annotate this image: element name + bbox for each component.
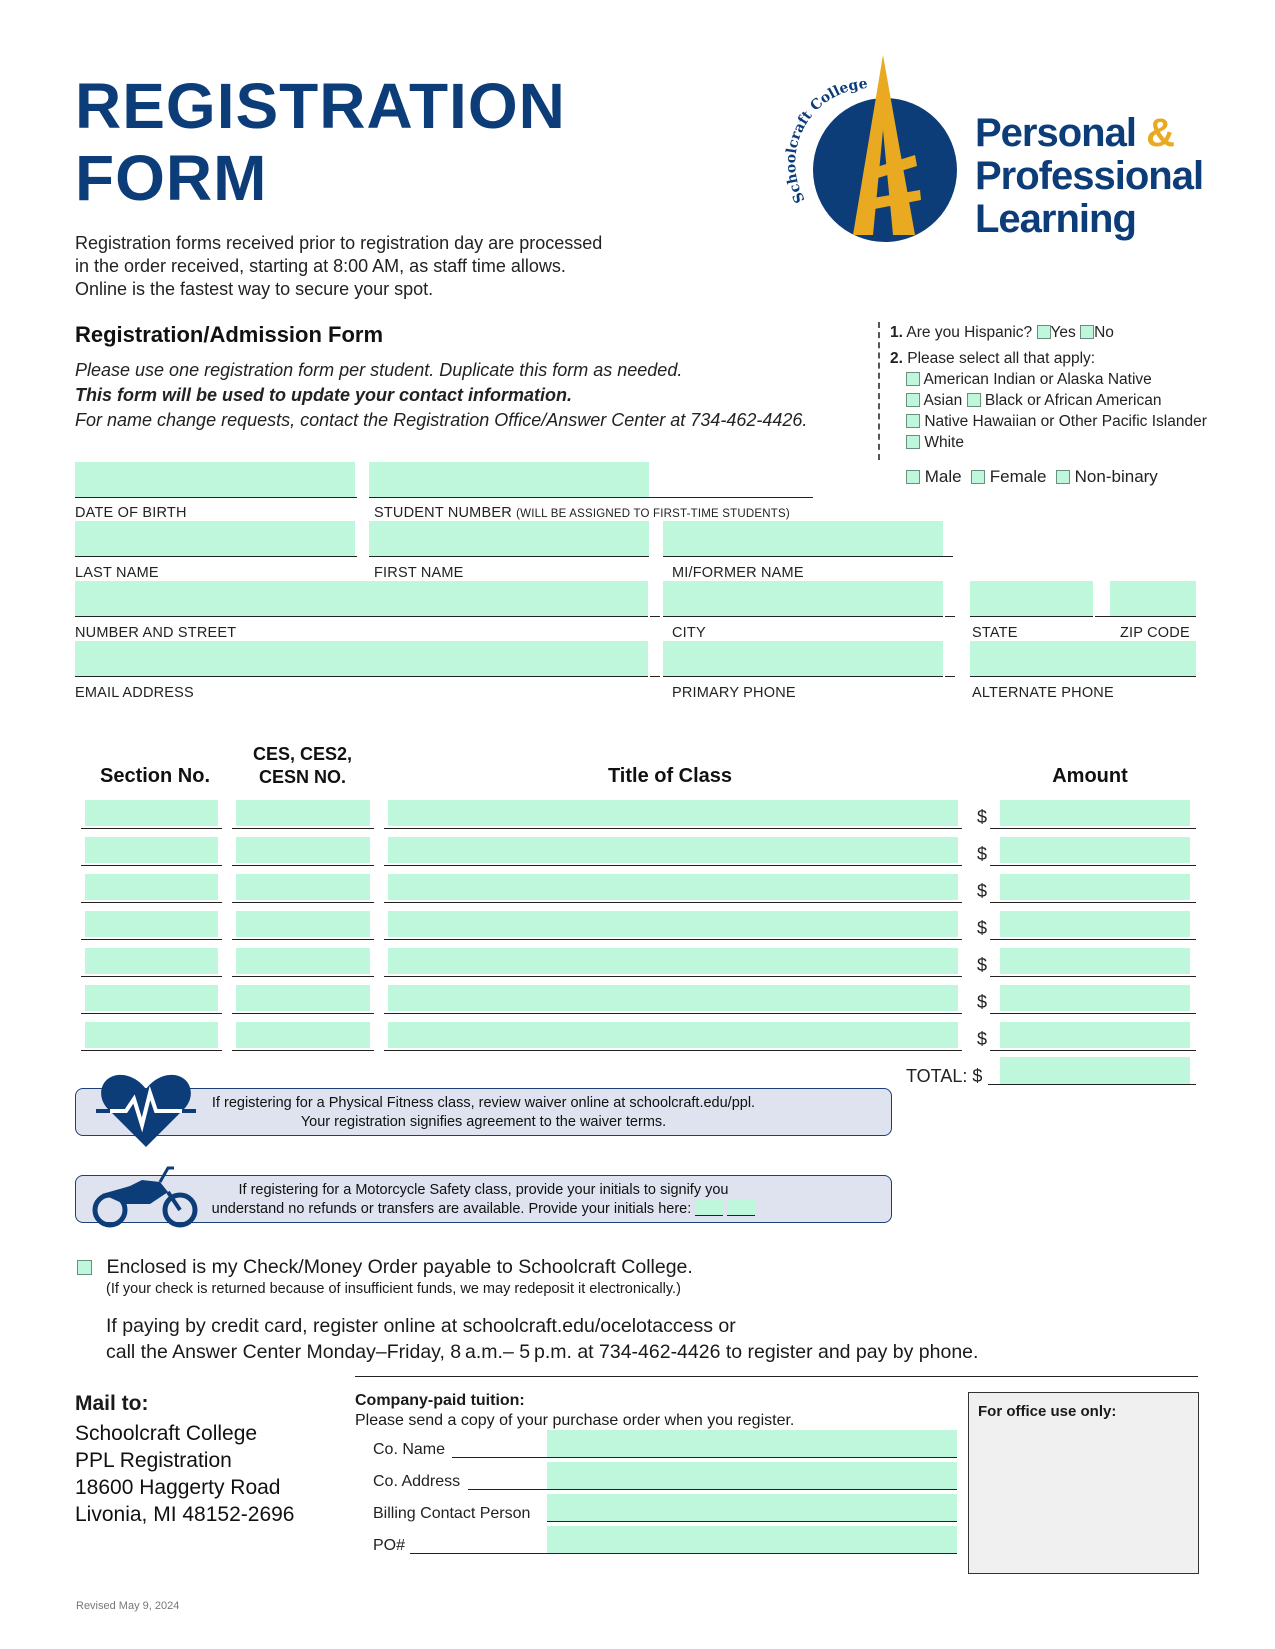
amount-field[interactable] (1000, 911, 1190, 937)
yes-label: Yes (1050, 324, 1076, 341)
field-underline (650, 616, 660, 617)
section-no-field[interactable] (85, 948, 218, 974)
amount-field[interactable] (1000, 948, 1190, 974)
q2-number: 2. (890, 350, 903, 367)
field-underline (384, 939, 962, 940)
hispanic-yes-checkbox[interactable] (1037, 325, 1051, 339)
po-label: PO# (373, 1537, 406, 1554)
total-currency: $ (972, 1066, 983, 1086)
logo-wordmark (975, 112, 1203, 241)
state-label: STATE (972, 625, 1018, 641)
field-underline (384, 1050, 962, 1051)
zip-label: ZIP CODE (1120, 625, 1190, 641)
amount-currency: $ (977, 1029, 988, 1049)
amount-currency: $ (977, 992, 988, 1012)
co-address-field[interactable] (547, 1462, 957, 1490)
field-underline (75, 556, 357, 557)
field-underline (232, 828, 374, 829)
form-title (75, 70, 566, 214)
field-underline (547, 1521, 957, 1522)
field-underline (232, 902, 374, 903)
zip-field[interactable] (1110, 581, 1196, 617)
ces-no-field[interactable] (236, 874, 370, 900)
field-underline (384, 976, 962, 977)
fitness-waiver-banner (75, 1088, 892, 1136)
col-ces-line-1: CES, CES2, (252, 744, 353, 764)
field-underline (81, 902, 222, 903)
hispanic-no-checkbox[interactable] (1080, 325, 1094, 339)
total-label (906, 1066, 982, 1087)
initials-field[interactable] (727, 1200, 755, 1216)
first-name-field[interactable] (369, 521, 649, 557)
office-use-label: For office use only: (978, 1403, 1117, 1420)
heart-pulse-icon (96, 1071, 196, 1151)
field-underline (81, 865, 222, 866)
city-label: CITY (672, 625, 706, 641)
dob-label: DATE OF BIRTH (75, 505, 187, 521)
field-underline (75, 676, 648, 677)
col-section-header: Section No. (99, 765, 210, 787)
amount-currency: $ (977, 881, 988, 901)
class-title-field[interactable] (388, 985, 958, 1011)
field-underline (990, 1013, 1196, 1014)
field-underline (945, 676, 955, 677)
amount-field[interactable] (1000, 800, 1190, 826)
section-no-field[interactable] (85, 800, 218, 826)
ces-no-field[interactable] (236, 911, 370, 937)
ces-no-field[interactable] (236, 985, 370, 1011)
co-address-label: Co. Address (373, 1473, 461, 1490)
student-number-text: STUDENT NUMBER (374, 505, 512, 521)
field-underline (945, 616, 955, 617)
class-title-field[interactable] (388, 948, 958, 974)
total-amount-field[interactable] (1000, 1057, 1190, 1085)
field-underline (663, 676, 943, 677)
race-asian-checkbox[interactable] (906, 393, 920, 407)
field-underline (970, 676, 1196, 677)
logo-line-3: Learning (975, 197, 1136, 241)
ces-no-field[interactable] (236, 800, 370, 826)
street-label: NUMBER AND STREET (75, 625, 237, 641)
note-contact-update: This form will be used to update your contact information. (75, 385, 573, 405)
check-money-order-checkbox[interactable] (77, 1260, 92, 1275)
question-hispanic (890, 324, 1114, 342)
billing-contact-label: Billing Contact Person (373, 1505, 531, 1522)
moto-line-2: understand no refunds or transfers are available. Provide your initials here: (211, 1201, 692, 1217)
amount-currency: $ (977, 807, 988, 827)
field-underline (384, 828, 962, 829)
first-name-label: FIRST NAME (374, 565, 464, 581)
credit-line-1: If paying by credit card, register online at schoolcraft.edu/ocelotaccess or (106, 1315, 736, 1337)
po-field[interactable] (547, 1526, 957, 1554)
field-underline (990, 828, 1196, 829)
primary-phone-label: PRIMARY PHONE (672, 685, 796, 701)
gender-nonbinary-checkbox[interactable] (1056, 470, 1070, 484)
schoolcraft-emblem-icon (775, 50, 975, 250)
note-name-change: For name change requests, contact the Registration Office/Answer Center at 734-462-4426. (75, 410, 808, 430)
class-title-field[interactable] (388, 1022, 958, 1048)
race-option-label: American Indian or Alaska Native (923, 371, 1152, 388)
field-underline (81, 1050, 222, 1051)
amount-currency: $ (977, 844, 988, 864)
mail-line: Livonia, MI 48152-2696 (75, 1503, 295, 1526)
field-underline (232, 1013, 374, 1014)
check-note: (If your check is returned because of insufficient funds, we may redeposit it electronically.) (106, 1281, 681, 1297)
field-underline (663, 556, 953, 557)
check-payment-row (77, 1256, 693, 1279)
field-underline (988, 1084, 1196, 1085)
field-underline (990, 1050, 1196, 1051)
mail-line: Schoolcraft College (75, 1422, 258, 1445)
field-underline (650, 676, 660, 677)
title-line-1: REGISTRATION (75, 70, 566, 142)
section-no-field[interactable] (85, 837, 218, 863)
gender-row (906, 467, 1158, 487)
ces-no-field[interactable] (236, 837, 370, 863)
amount-field[interactable] (1000, 837, 1190, 863)
revised-date: Revised May 9, 2024 (76, 1600, 180, 1612)
field-underline (468, 1489, 957, 1490)
student-number-label (374, 505, 790, 521)
office-use-box (968, 1392, 1199, 1574)
field-underline (369, 556, 649, 557)
field-underline (990, 902, 1196, 903)
field-underline (663, 616, 943, 617)
section-no-field[interactable] (85, 911, 218, 937)
street-field[interactable] (75, 581, 648, 617)
race-white-checkbox[interactable] (906, 435, 920, 449)
amount-field[interactable] (1000, 1022, 1190, 1048)
dashed-divider (878, 322, 880, 460)
field-underline (81, 976, 222, 977)
credit-card-info (106, 1313, 978, 1365)
section-divider (355, 1376, 1198, 1377)
col-ces-header (230, 743, 375, 789)
field-underline (81, 939, 222, 940)
moto-line-1: If registering for a Motorcycle Safety class, provide your initials to signify you (238, 1182, 729, 1198)
section-heading: Registration/Admission Form (75, 322, 384, 347)
field-underline (970, 616, 1093, 617)
student-number-note: (WILL BE ASSIGNED TO FIRST-TIME STUDENTS) (516, 508, 790, 520)
race-option-row (906, 371, 1152, 389)
amount-field[interactable] (1000, 985, 1190, 1011)
gender-label: Female (989, 467, 1047, 486)
mail-line: 18600 Haggerty Road (75, 1476, 281, 1499)
section-no-field[interactable] (85, 1022, 218, 1048)
race-pacific-islander-checkbox[interactable] (906, 414, 920, 428)
field-underline (990, 939, 1196, 940)
primary-phone-field[interactable] (663, 641, 943, 677)
mail-address (75, 1420, 295, 1528)
section-no-field[interactable] (85, 874, 218, 900)
race-option-label: Native Hawaiian or Other Pacific Islander (924, 413, 1207, 430)
field-underline (81, 1013, 222, 1014)
alt-phone-label: ALTERNATE PHONE (972, 685, 1114, 701)
race-option-row (906, 392, 1161, 410)
logo-line-1: Personal (975, 111, 1136, 155)
field-underline (232, 1050, 374, 1051)
co-name-field[interactable] (547, 1430, 957, 1458)
class-title-field[interactable] (388, 837, 958, 863)
intro-line: Online is the fastest way to secure your spot. (75, 279, 434, 299)
q2-text: Please select all that apply: (907, 350, 1096, 367)
field-underline (81, 828, 222, 829)
race-option-label: White (924, 434, 964, 451)
intro-line: Registration forms received prior to registration day are processed (75, 233, 603, 253)
class-title-field[interactable] (388, 874, 958, 900)
mail-to-heading: Mail to: (75, 1392, 149, 1415)
check-text: Enclosed is my Check/Money Order payable to Schoolcraft College. (106, 1256, 693, 1278)
amount-currency: $ (977, 918, 988, 938)
field-underline (410, 1553, 957, 1554)
company-subheading: Please send a copy of your purchase order when you register. (355, 1412, 795, 1429)
race-option-row (906, 434, 964, 452)
field-underline (384, 1013, 962, 1014)
amount-field[interactable] (1000, 874, 1190, 900)
mail-line: PPL Registration (75, 1449, 232, 1472)
field-underline (369, 497, 813, 498)
field-underline (75, 497, 357, 498)
field-underline (232, 865, 374, 866)
fitness-line-2: Your registration signifies agreement to the waiver terms. (300, 1114, 667, 1130)
field-underline (990, 865, 1196, 866)
fitness-line-1: If registering for a Physical Fitness class, review waiver online at schoolcraft.edu/ppl. (211, 1095, 756, 1111)
title-line-2: FORM (75, 142, 268, 214)
field-underline (75, 616, 648, 617)
dob-field[interactable] (75, 462, 355, 498)
no-label: No (1094, 324, 1114, 341)
total-text: TOTAL: (906, 1066, 968, 1086)
class-title-field[interactable] (388, 800, 958, 826)
logo-ampersand: & (1146, 111, 1174, 155)
field-underline (1095, 616, 1196, 617)
alt-phone-field[interactable] (970, 641, 1196, 677)
ces-no-field[interactable] (236, 948, 370, 974)
class-title-field[interactable] (388, 911, 958, 937)
field-underline (452, 1457, 957, 1458)
q1-text: Are you Hispanic? (906, 324, 1033, 341)
motorcycle-icon (90, 1158, 200, 1230)
mi-former-name-field[interactable] (663, 521, 943, 557)
last-name-field[interactable] (75, 521, 355, 557)
ces-no-field[interactable] (236, 1022, 370, 1048)
field-underline (990, 976, 1196, 977)
gender-label: Non-binary (1074, 467, 1158, 486)
field-underline (384, 865, 962, 866)
state-field[interactable] (970, 581, 1093, 617)
email-field[interactable] (75, 641, 648, 677)
section-no-field[interactable] (85, 985, 218, 1011)
field-underline (232, 939, 374, 940)
race-black-checkbox[interactable] (967, 393, 981, 407)
amount-currency: $ (977, 955, 988, 975)
question-race (890, 350, 1095, 368)
race-option-label: Asian (923, 392, 963, 409)
col-ces-line-2: CESN NO. (258, 767, 346, 787)
q1-number: 1. (890, 324, 903, 341)
logo-line-2: Professional (975, 154, 1204, 198)
intro-line: in the order received, starting at 8:00 AM, as staff time allows. (75, 256, 566, 276)
credit-line-2: call the Answer Center Monday–Friday, 8 a.m.– 5 p.m. at 734-462-4426 to register and pay by phone. (106, 1341, 979, 1363)
mi-label: MI/FORMER NAME (672, 565, 804, 581)
field-underline (384, 902, 962, 903)
student-number-field[interactable] (369, 462, 649, 498)
gender-male-checkbox[interactable] (906, 470, 920, 484)
logo-arc-text: Schoolcraft College (783, 75, 869, 206)
email-label: EMAIL ADDRESS (75, 685, 194, 701)
col-title-header: Title of Class (607, 765, 733, 787)
col-amount-header: Amount (1052, 765, 1128, 787)
field-underline (232, 976, 374, 977)
race-option-row (906, 413, 1207, 431)
initials-field[interactable] (695, 1200, 723, 1216)
race-american-indian-checkbox[interactable] (906, 372, 920, 386)
last-name-label: LAST NAME (75, 565, 159, 581)
intro-text (75, 232, 602, 301)
city-field[interactable] (663, 581, 943, 617)
co-name-label: Co. Name (373, 1441, 446, 1458)
race-option-label: Black or African American (984, 392, 1162, 409)
gender-label: Male (924, 467, 962, 486)
billing-contact-field[interactable] (547, 1494, 957, 1522)
gender-female-checkbox[interactable] (971, 470, 985, 484)
company-heading: Company-paid tuition: (355, 1392, 525, 1409)
note-one-form: Please use one registration form per student. Duplicate this form as needed. (75, 360, 683, 380)
